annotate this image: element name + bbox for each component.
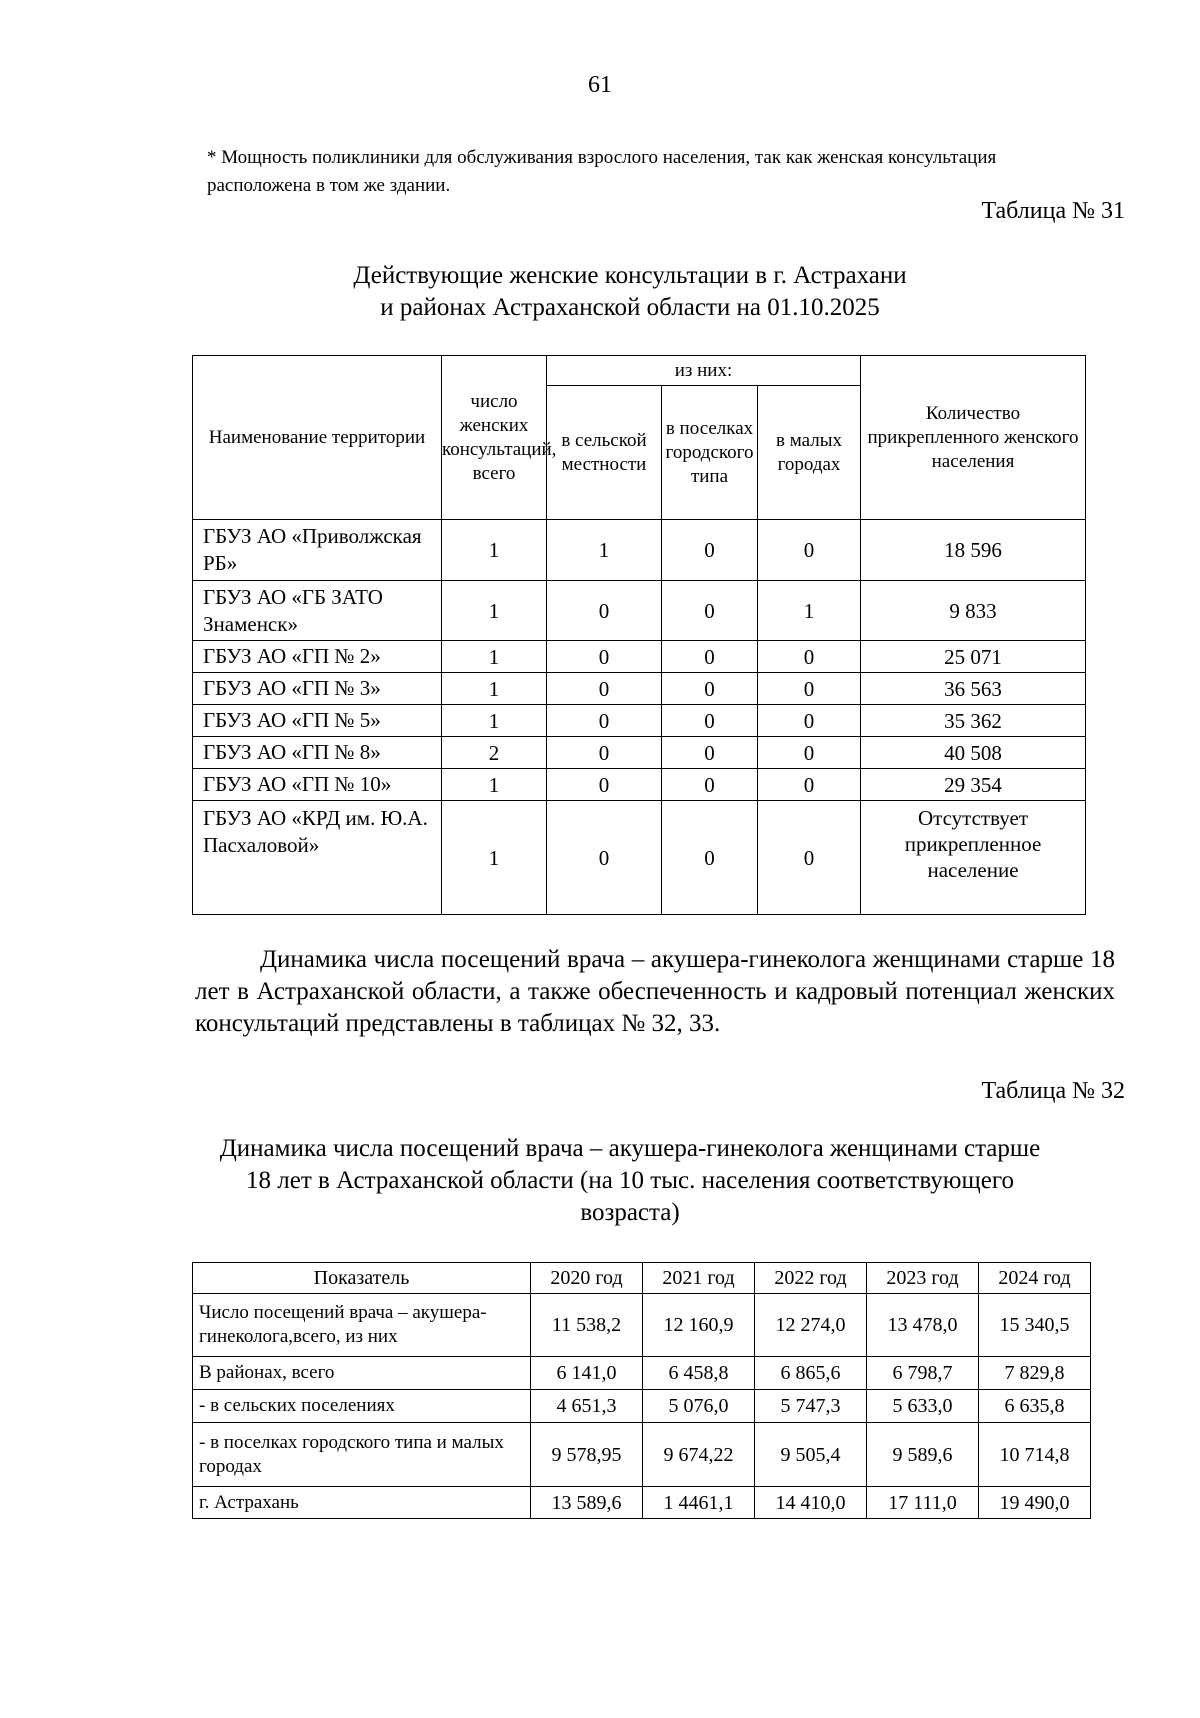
header-name: Наименование территории [193,356,442,520]
cell-value: 4 651,3 [531,1390,643,1423]
cell-value: 17 111,0 [867,1487,979,1519]
cell-value: 14 410,0 [755,1487,867,1519]
row-name: ГБУЗ АО «ГП № 10» [193,769,442,801]
cell-rural: 0 [547,673,662,705]
row-label: г. Астрахань [193,1487,531,1519]
cell-value: 5 747,3 [755,1390,867,1423]
table-32-title-line3: возраста) [580,1199,680,1226]
table-row [193,801,1086,915]
cell-rural: 0 [547,737,662,769]
header-year: 2020 год [531,1263,643,1294]
header-year: 2021 год [643,1263,755,1294]
cell-small: 0 [758,769,861,801]
table-32-title [120,1133,1140,1229]
cell-urban: 0 [662,673,758,705]
row-name: ГБУЗ АО «ГП № 8» [193,737,442,769]
cell-value: 12 274,0 [755,1294,867,1357]
table-row [193,581,1086,641]
cell-urban: 0 [662,737,758,769]
cell-value: 11 538,2 [531,1294,643,1357]
cell-value: 5 633,0 [867,1390,979,1423]
row-label: - в сельских поселениях [193,1390,531,1423]
table-31-title-line1: Действующие женские консультации в г. Астрахани [353,262,907,289]
cell-population: 18 596 [861,520,1086,581]
table-32-label: Таблица № 32 [981,1078,1125,1104]
cell-value: 9 674,22 [643,1423,755,1487]
cell-value: 13 589,6 [531,1487,643,1519]
cell-total: 1 [442,705,547,737]
header-of-them: из них: [547,356,861,386]
cell-value: 1 4461,1 [643,1487,755,1519]
header-attached-population: Количество прикрепленного женского населения [861,356,1086,520]
cell-rural: 0 [547,705,662,737]
cell-small: 0 [758,801,861,915]
page-number: 61 [588,72,612,98]
table-row [193,705,1086,737]
table-row [193,1423,1091,1487]
table-row [193,520,1086,581]
cell-population: 25 071 [861,641,1086,673]
header-year: 2024 год [979,1263,1091,1294]
table-32-title-line2: 18 лет в Астраханской области (на 10 тыс. населения соответствующего [246,1167,1014,1194]
cell-rural: 0 [547,801,662,915]
body-paragraph [195,944,1115,1040]
row-label: Число посещений врача – акушера-гинеколога,всего, из них [193,1294,531,1357]
cell-total: 1 [442,769,547,801]
cell-value: 12 160,9 [643,1294,755,1357]
table-31 [192,355,1086,915]
cell-urban: 0 [662,769,758,801]
table-31-title [140,260,1120,324]
cell-rural: 1 [547,520,662,581]
cell-population: 35 362 [861,705,1086,737]
cell-value: 15 340,5 [979,1294,1091,1357]
cell-value: 13 478,0 [867,1294,979,1357]
cell-urban: 0 [662,705,758,737]
header-year: 2023 год [867,1263,979,1294]
cell-value: 10 714,8 [979,1423,1091,1487]
row-name: ГБУЗ АО «ГБ ЗАТО Знаменск» [193,581,442,641]
cell-population: 40 508 [861,737,1086,769]
cell-value: 6 141,0 [531,1357,643,1390]
cell-urban: 0 [662,641,758,673]
cell-population: 9 833 [861,581,1086,641]
table-31-title-line2: и районах Астраханской области на 01.10.2025 [380,294,880,321]
cell-population: Отсутствует прикрепленное население [861,801,1086,915]
footnote: * Мощность поликлиники для обслуживания взрослого населения, так как женская консультация расположена в том же здании. [207,147,997,196]
cell-small: 0 [758,520,861,581]
cell-small: 0 [758,737,861,769]
cell-value: 19 490,0 [979,1487,1091,1519]
cell-rural: 0 [547,581,662,641]
cell-small: 1 [758,581,861,641]
cell-urban: 0 [662,520,758,581]
header-year: 2022 год [755,1263,867,1294]
header-indicator: Показатель [193,1263,531,1294]
table-row [193,769,1086,801]
table-32-title-line1: Динамика числа посещений врача – акушера-гинеколога женщинами старше [219,1135,1041,1162]
table-row [193,1390,1091,1423]
table-row [193,737,1086,769]
row-name: ГБУЗ АО «ГП № 2» [193,641,442,673]
cell-value: 6 458,8 [643,1357,755,1390]
cell-rural: 0 [547,641,662,673]
cell-small: 0 [758,641,861,673]
cell-value: 7 829,8 [979,1357,1091,1390]
cell-population: 29 354 [861,769,1086,801]
cell-value: 9 505,4 [755,1423,867,1487]
header-small-towns: в малых городах [758,386,861,520]
table-row [193,1294,1091,1357]
cell-value: 6 798,7 [867,1357,979,1390]
table-row [193,641,1086,673]
header-rural: в сельской местности [547,386,662,520]
table-row [193,673,1086,705]
cell-total: 1 [442,673,547,705]
table-header-row [193,1263,1091,1294]
cell-total: 1 [442,520,547,581]
row-name: ГБУЗ АО «ГП № 3» [193,673,442,705]
table-31-label: Таблица № 31 [981,198,1125,224]
cell-value: 6 865,6 [755,1357,867,1390]
cell-rural: 0 [547,769,662,801]
cell-total: 1 [442,641,547,673]
row-label: - в поселках городского типа и малых городах [193,1423,531,1487]
cell-value: 9 589,6 [867,1423,979,1487]
cell-urban: 0 [662,581,758,641]
row-name: ГБУЗ АО «ГП № 5» [193,705,442,737]
cell-value: 6 635,8 [979,1390,1091,1423]
cell-small: 0 [758,705,861,737]
cell-urban: 0 [662,801,758,915]
header-urban-settlements: в поселках городского типа [662,386,758,520]
cell-value: 5 076,0 [643,1390,755,1423]
cell-total: 1 [442,581,547,641]
cell-small: 0 [758,673,861,705]
row-name: ГБУЗ АО «КРД им. Ю.А. Пасхаловой» [193,801,442,915]
table-32 [192,1262,1091,1519]
cell-total: 2 [442,737,547,769]
header-total: число женских консультаций, всего [442,356,547,520]
table-row [193,1487,1091,1519]
paragraph-text: Динамика числа посещений врача – акушера-гинеколога женщинами старше 18 лет в Астраханской области, а также обеспеченность и кадровый потенциал женских консультаций представлены в таблицах № 32, 33. [195,946,1115,1037]
cell-population: 36 563 [861,673,1086,705]
table-row [193,1357,1091,1390]
cell-total: 1 [442,801,547,915]
row-name: ГБУЗ АО «Приволжская РБ» [193,520,442,581]
row-label: В районах, всего [193,1357,531,1390]
cell-value: 9 578,95 [531,1423,643,1487]
